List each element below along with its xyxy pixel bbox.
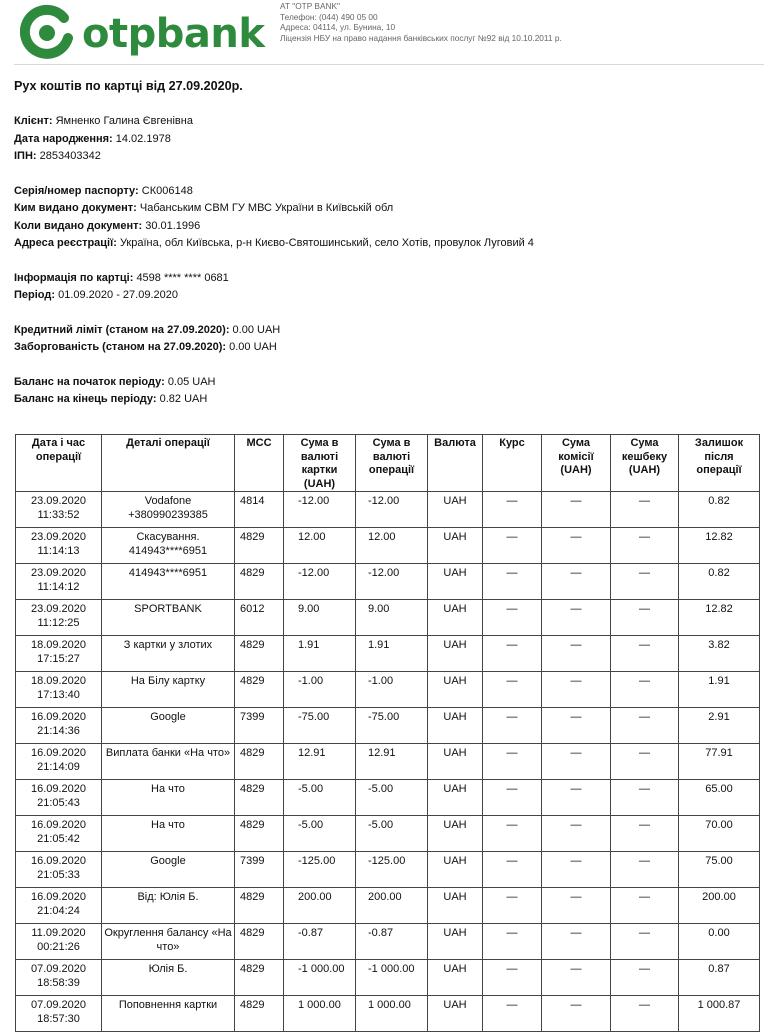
cell-cashback: — (611, 816, 679, 852)
otp-logo-text: otpbank (82, 11, 265, 57)
cell-rate: — (483, 636, 542, 672)
cell-amount-card: -1 000.00 (284, 960, 356, 996)
cell-cashback: — (611, 780, 679, 816)
table-row (16, 852, 760, 888)
cell-fee: — (542, 852, 611, 888)
cell-rate: — (483, 780, 542, 816)
col-header-fee: Сума комісії (UAH) (542, 435, 611, 492)
cell-cashback: — (611, 852, 679, 888)
cell-amount-op: 12.91 (356, 744, 428, 780)
issued-by-row (14, 200, 534, 218)
cell-currency: UAH (428, 636, 483, 672)
op-date: 18.09.2020 (30, 639, 87, 651)
passport-row (14, 183, 534, 201)
field-label: Баланс на початок періоду: (14, 375, 165, 388)
cell-fee: — (542, 816, 611, 852)
table-row (16, 672, 760, 708)
document-title: Рух коштів по картці від 27.09.2020р. (14, 79, 243, 93)
cell-mcc: 4829 (235, 996, 284, 1032)
op-date: 07.09.2020 (30, 963, 87, 975)
table-row (16, 960, 760, 996)
cell-currency: UAH (428, 924, 483, 960)
cell-currency: UAH (428, 708, 483, 744)
cell-date-time (16, 708, 102, 744)
cell-amount-card: 200.00 (284, 888, 356, 924)
cell-date-time (16, 960, 102, 996)
field-label: Кредитний ліміт (станом на 27.09.2020): (14, 323, 230, 336)
op-date: 23.09.2020 (30, 603, 87, 615)
table-row (16, 924, 760, 960)
col-header-amount-card: Сума в валюті картки (UAH) (284, 435, 356, 492)
cell-rate: — (483, 852, 542, 888)
op-time: 11:14:13 (37, 544, 80, 557)
col-header-rate: Курс (483, 435, 542, 492)
cell-cashback: — (611, 600, 679, 636)
cell-balance: 12.82 (679, 528, 760, 564)
table-row (16, 996, 760, 1032)
op-time: 11:14:12 (37, 580, 80, 593)
op-date: 07.09.2020 (30, 999, 87, 1011)
cell-mcc: 4829 (235, 528, 284, 564)
cell-amount-op: 200.00 (356, 888, 428, 924)
birth-date: 14.02.1978 (115, 132, 171, 145)
client-name-row (14, 113, 534, 131)
op-date: 16.09.2020 (30, 783, 87, 795)
cell-mcc: 4829 (235, 888, 284, 924)
cell-currency: UAH (428, 780, 483, 816)
col-header-date: Дата і час операції (16, 435, 102, 492)
cell-cashback: — (611, 708, 679, 744)
card-number: 4598 **** **** 0681 (136, 271, 229, 284)
bank-address: Адреса: 04114, ул. Бунина, 10 (280, 22, 396, 33)
cell-currency: UAH (428, 492, 483, 528)
period-row (14, 287, 534, 305)
op-time: 21:04:24 (37, 904, 80, 917)
op-date: 16.09.2020 (30, 819, 87, 831)
cell-details: Скасування. 414943****6951 (102, 528, 235, 564)
op-time: 18:58:39 (37, 976, 80, 989)
cell-details: На Білу картку (102, 672, 235, 708)
cell-rate: — (483, 960, 542, 996)
table-row (16, 816, 760, 852)
field-label: Дата народження: (14, 132, 113, 145)
table-row (16, 636, 760, 672)
passport-number: СК006148 (141, 184, 193, 197)
cell-details: Google (102, 852, 235, 888)
cell-balance: 0.00 (679, 924, 760, 960)
cell-mcc: 4829 (235, 960, 284, 996)
cell-cashback: — (611, 996, 679, 1032)
cell-amount-op: 1.91 (356, 636, 428, 672)
field-label: Серія/номер паспорту: (14, 184, 139, 197)
cell-amount-op: -12.00 (356, 564, 428, 600)
op-time: 21:05:33 (37, 868, 80, 881)
cell-mcc: 7399 (235, 708, 284, 744)
cell-amount-card: 1 000.00 (284, 996, 356, 1032)
cell-amount-op: -1.00 (356, 672, 428, 708)
cell-amount-op: 12.00 (356, 528, 428, 564)
cell-amount-op: -125.00 (356, 852, 428, 888)
cell-balance: 0.87 (679, 960, 760, 996)
cell-rate: — (483, 708, 542, 744)
cell-currency: UAH (428, 744, 483, 780)
cell-cashback: — (611, 564, 679, 600)
table-row (16, 564, 760, 600)
cell-currency: UAH (428, 564, 483, 600)
bank-info (280, 1, 562, 43)
cell-date-time (16, 816, 102, 852)
cell-fee: — (542, 996, 611, 1032)
issued-date: 30.01.1996 (145, 219, 201, 232)
cell-currency: UAH (428, 528, 483, 564)
cell-fee: — (542, 888, 611, 924)
cell-date-time (16, 636, 102, 672)
cell-balance: 65.00 (679, 780, 760, 816)
cell-date-time (16, 600, 102, 636)
table-row (16, 492, 760, 528)
cell-date-time (16, 672, 102, 708)
op-time: 00:21:26 (37, 940, 80, 953)
cell-date-time (16, 852, 102, 888)
cell-amount-card: -12.00 (284, 564, 356, 600)
cell-balance: 70.00 (679, 816, 760, 852)
cell-details: З картки у злотих (102, 636, 235, 672)
credit-limit-row (14, 322, 534, 340)
field-label: Заборгованість (станом на 27.09.2020): (14, 341, 227, 353)
issued-date-row (14, 218, 534, 236)
cell-details: 414943****6951 (102, 564, 235, 600)
cell-mcc: 4829 (235, 564, 284, 600)
cell-amount-card: -125.00 (284, 852, 356, 888)
cell-rate: — (483, 744, 542, 780)
table-row (16, 888, 760, 924)
cell-amount-op: -5.00 (356, 780, 428, 816)
cell-rate: — (483, 816, 542, 852)
cell-balance: 200.00 (679, 888, 760, 924)
cell-mcc: 4829 (235, 816, 284, 852)
op-date: 16.09.2020 (30, 747, 87, 759)
cell-cashback: — (611, 528, 679, 564)
balance-end-row (14, 391, 534, 409)
bank-phone: Телефон: (044) 490 05 00 (280, 11, 378, 22)
cell-date-time (16, 924, 102, 960)
cell-amount-card: 12.91 (284, 744, 356, 780)
cell-balance: 2.91 (679, 708, 760, 744)
cell-amount-card: -12.00 (284, 492, 356, 528)
field-label: Ким видано документ: (14, 202, 137, 214)
cell-cashback: — (611, 636, 679, 672)
op-time: 21:14:36 (37, 724, 80, 737)
cell-mcc: 4829 (235, 924, 284, 960)
col-header-mcc: MCC (235, 435, 284, 492)
op-time: 11:12:25 (37, 616, 80, 629)
ipn: 2853403342 (39, 150, 101, 162)
cell-rate: — (483, 888, 542, 924)
cell-amount-card: -5.00 (284, 780, 356, 816)
op-time: 11:33:52 (37, 508, 80, 521)
cell-amount-card: 12.00 (284, 528, 356, 564)
cell-details: На что (102, 780, 235, 816)
cell-cashback: — (611, 924, 679, 960)
cell-cashback: — (611, 960, 679, 996)
col-header-cashback: Сума кешбеку (UAH) (611, 435, 679, 492)
cell-fee: — (542, 564, 611, 600)
cell-amount-op: -5.00 (356, 816, 428, 852)
field-label: ІПН: (14, 150, 37, 162)
cell-date-time (16, 888, 102, 924)
cell-balance: 1 000.87 (679, 996, 760, 1032)
cell-rate: — (483, 492, 542, 528)
op-date: 16.09.2020 (30, 711, 87, 723)
cell-amount-op: -1 000.00 (356, 960, 428, 996)
cell-amount-card: -5.00 (284, 816, 356, 852)
col-header-amount-op: Сума в валюті операції (356, 435, 428, 492)
otp-logo-icon (20, 4, 76, 60)
cell-details: Vodafone +380990239385 (102, 492, 235, 528)
cell-currency: UAH (428, 888, 483, 924)
cell-currency: UAH (428, 996, 483, 1032)
cell-rate: — (483, 996, 542, 1032)
col-header-details: Деталі операції (102, 435, 235, 492)
cell-cashback: — (611, 888, 679, 924)
cell-mcc: 4829 (235, 672, 284, 708)
bank-license: Ліцензія НБУ на право надання банківських послуг №92 від 10.10.2011 р. (280, 32, 562, 43)
cell-amount-card: 1.91 (284, 636, 356, 672)
cell-fee: — (542, 708, 611, 744)
cell-fee: — (542, 924, 611, 960)
op-date: 23.09.2020 (30, 495, 87, 507)
cell-amount-op: 9.00 (356, 600, 428, 636)
cell-currency: UAH (428, 600, 483, 636)
col-header-currency: Валюта (428, 435, 483, 492)
table-row (16, 600, 760, 636)
op-date: 23.09.2020 (30, 567, 87, 579)
cell-balance: 1.91 (679, 672, 760, 708)
op-date: 11.09.2020 (31, 927, 86, 939)
field-label: Коли видано документ: (14, 219, 143, 232)
cell-rate: — (483, 564, 542, 600)
debt: 0.00 UAH (229, 341, 277, 353)
field-label: Інформація по картці: (14, 271, 134, 284)
op-time: 18:57:30 (37, 1012, 80, 1025)
table-row (16, 708, 760, 744)
cell-fee: — (542, 744, 611, 780)
cell-rate: — (483, 924, 542, 960)
cell-fee: — (542, 780, 611, 816)
op-date: 18.09.2020 (30, 675, 87, 687)
cell-balance: 3.82 (679, 636, 760, 672)
cell-amount-card: 9.00 (284, 600, 356, 636)
cell-details: Google (102, 708, 235, 744)
cell-details: На что (102, 816, 235, 852)
ipn-row (14, 148, 534, 166)
cell-rate: — (483, 672, 542, 708)
otp-logo (20, 4, 265, 60)
client-name: Ямненко Галина Євгенівна (55, 115, 193, 127)
debt-row (14, 339, 534, 357)
cell-amount-op: -75.00 (356, 708, 428, 744)
cell-mcc: 7399 (235, 852, 284, 888)
cell-date-time (16, 996, 102, 1032)
cell-date-time (16, 780, 102, 816)
cell-amount-op: -12.00 (356, 492, 428, 528)
period: 01.09.2020 - 27.09.2020 (58, 289, 178, 301)
card-info-row (14, 270, 534, 288)
table-header-row (16, 435, 760, 492)
op-time: 17:15:27 (37, 652, 80, 665)
registration-address: Україна, обл Київська, р-н Києво-Святошинський, село Хотів, провулок Луговий 4 (119, 237, 534, 249)
table-row (16, 780, 760, 816)
cell-amount-card: -75.00 (284, 708, 356, 744)
cell-balance: 77.91 (679, 744, 760, 780)
cell-mcc: 4814 (235, 492, 284, 528)
cell-details: Виплата банки «На что» (102, 744, 235, 780)
cell-fee: — (542, 528, 611, 564)
client-details (14, 113, 534, 409)
cell-amount-op: -0.87 (356, 924, 428, 960)
cell-fee: — (542, 600, 611, 636)
header-divider (14, 64, 764, 65)
op-date: 23.09.2020 (30, 531, 87, 543)
op-time: 17:13:40 (37, 688, 80, 701)
cell-mcc: 4829 (235, 780, 284, 816)
cell-fee: — (542, 636, 611, 672)
cell-mcc: 4829 (235, 744, 284, 780)
cell-cashback: — (611, 492, 679, 528)
cell-fee: — (542, 492, 611, 528)
cell-date-time (16, 528, 102, 564)
cell-fee: — (542, 672, 611, 708)
cell-amount-card: -0.87 (284, 924, 356, 960)
table-row (16, 528, 760, 564)
table-row (16, 744, 760, 780)
cell-currency: UAH (428, 960, 483, 996)
balance-start-row (14, 374, 534, 392)
field-label: Клієнт: (14, 115, 53, 127)
cell-balance: 12.82 (679, 600, 760, 636)
operations-table (15, 434, 760, 1032)
cell-date-time (16, 492, 102, 528)
issued-by: Чабанським СВМ ГУ МВС України в Київській обл (139, 202, 394, 214)
cell-cashback: — (611, 744, 679, 780)
cell-rate: — (483, 528, 542, 564)
op-time: 21:05:43 (37, 796, 80, 809)
cell-amount-op: 1 000.00 (356, 996, 428, 1032)
cell-details: Округлення балансу «На что» (102, 924, 235, 960)
bank-name: АТ "OTP BANK" (280, 1, 340, 11)
cell-cashback: — (611, 672, 679, 708)
cell-rate: — (483, 600, 542, 636)
op-time: 21:05:42 (37, 832, 80, 845)
col-header-balance: Залишок після операції (679, 435, 760, 492)
address-row (14, 235, 534, 253)
field-label: Період: (14, 289, 56, 301)
cell-balance: 0.82 (679, 564, 760, 600)
birth-date-row (14, 131, 534, 149)
field-label: Адреса реєстрації: (14, 237, 117, 249)
cell-currency: UAH (428, 852, 483, 888)
balance-end: 0.82 UAH (159, 393, 208, 405)
cell-details: SPORTBANK (102, 600, 235, 636)
credit-limit: 0.00 UAH (232, 323, 281, 336)
cell-details: Юлія Б. (102, 960, 235, 996)
cell-fee: — (542, 960, 611, 996)
cell-details: Від: Юлія Б. (102, 888, 235, 924)
field-label: Баланс на кінець періоду: (14, 393, 157, 405)
cell-details: Поповнення картки (102, 996, 235, 1032)
op-date: 16.09.2020 (30, 891, 87, 903)
balance-start: 0.05 UAH (167, 375, 216, 388)
cell-date-time (16, 564, 102, 600)
cell-currency: UAH (428, 816, 483, 852)
cell-date-time (16, 744, 102, 780)
cell-mcc: 6012 (235, 600, 284, 636)
cell-amount-card: -1.00 (284, 672, 356, 708)
op-date: 16.09.2020 (30, 855, 87, 867)
cell-mcc: 4829 (235, 636, 284, 672)
cell-currency: UAH (428, 672, 483, 708)
cell-balance: 75.00 (679, 852, 760, 888)
op-time: 21:14:09 (37, 760, 80, 773)
cell-balance: 0.82 (679, 492, 760, 528)
